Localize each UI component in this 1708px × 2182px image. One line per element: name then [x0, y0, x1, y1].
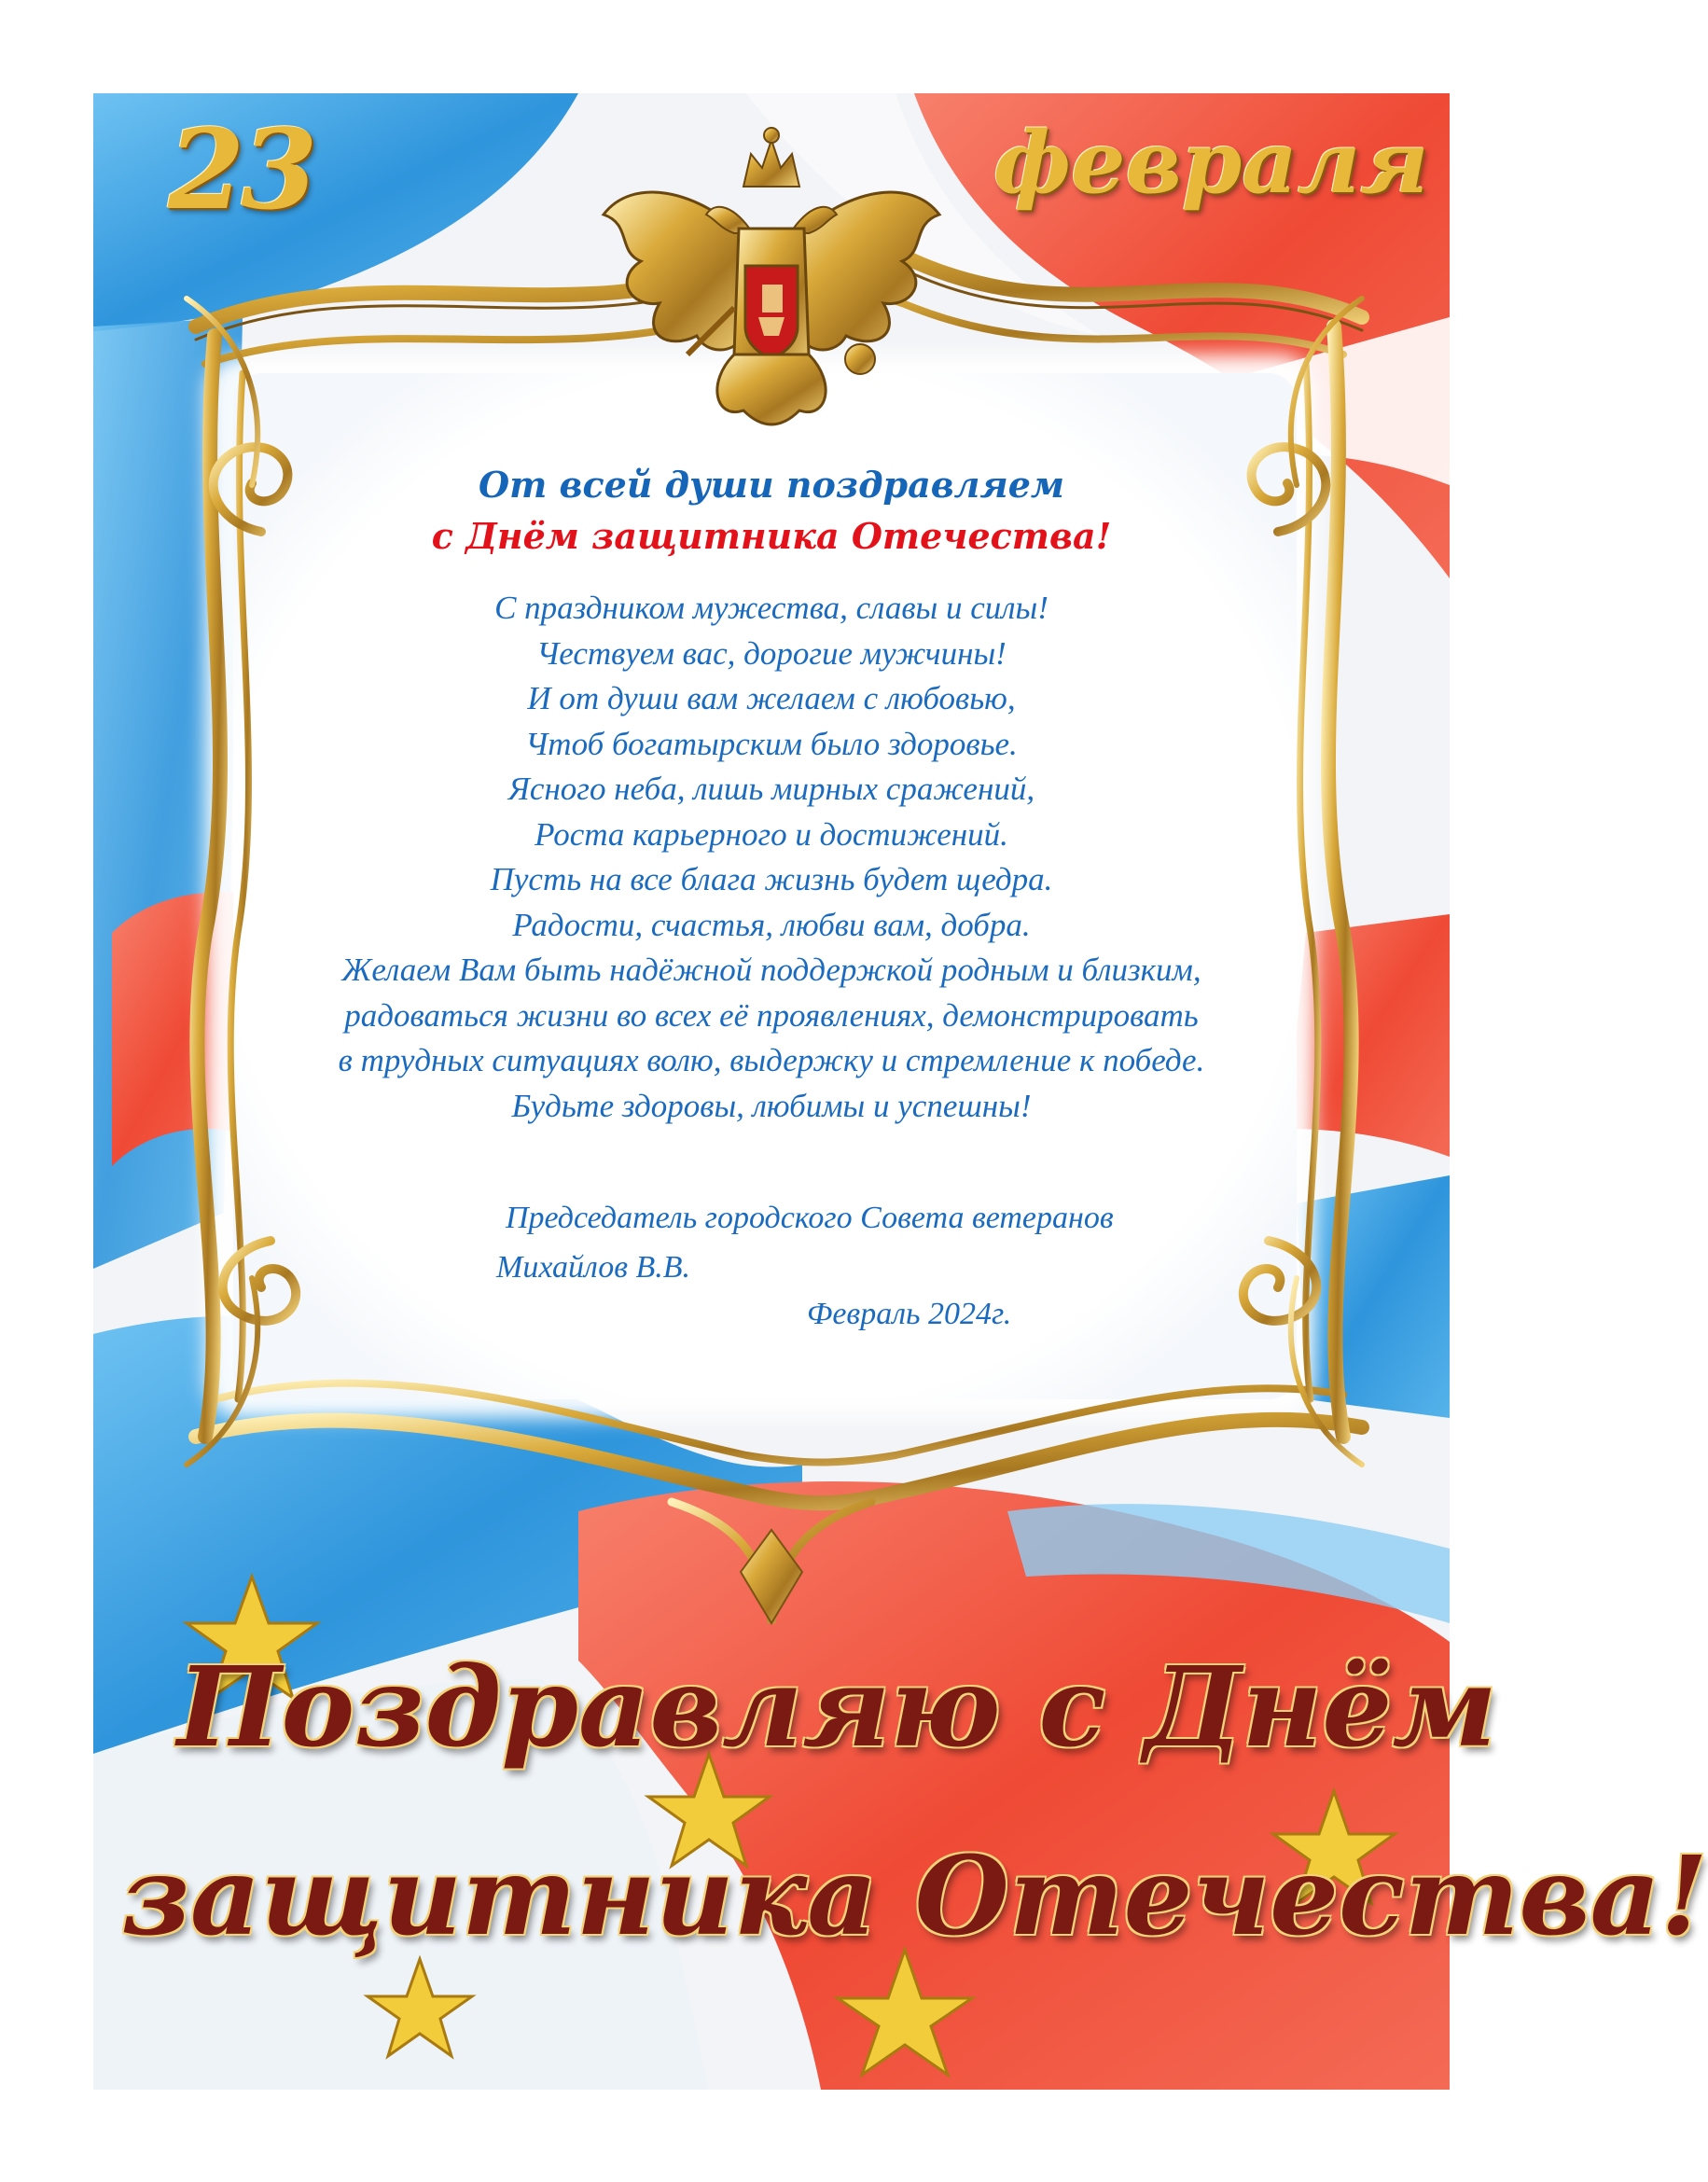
- poem-line: Чествуем вас, дорогие мужчины!: [536, 634, 1007, 672]
- poem-line: Желаем Вам быть надёжной поддержкой родным и близким,: [341, 952, 1201, 988]
- greeting-card: [93, 93, 1708, 2090]
- signature-name: Михайлов В.В.: [496, 1250, 691, 1285]
- signature-date: Февраль 2024г.: [807, 1297, 1012, 1331]
- poem-line: С праздником мужества, славы и силы!: [494, 590, 1048, 626]
- poem-text: [93, 586, 1450, 1129]
- date-month: февраля: [993, 112, 1429, 213]
- banner-line-2: защитника Отечества!: [121, 1833, 1708, 1960]
- poem-line: Пусть на все блага жизнь будет щедра.: [490, 861, 1053, 897]
- date-number: 23: [168, 104, 314, 234]
- poem-line: радоваться жизни во всех её проявлениях, демонстрировать: [344, 996, 1199, 1034]
- signature-position: Председатель городского Совета ветеранов: [506, 1201, 1114, 1235]
- poem-line: Роста карьерного и достижений.: [535, 815, 1008, 853]
- poem-line: в трудных ситуациях волю, выдержку и стремление к победе.: [338, 1042, 1205, 1078]
- poem-line: Радости, счастья, любви вам, добра.: [512, 906, 1031, 943]
- greeting-line-2: с Днём защитника Отечества!: [431, 515, 1112, 557]
- greeting-line-1: От всей души поздравляем: [478, 464, 1065, 506]
- poem-line: Чтоб богатырским было здоровье.: [525, 725, 1018, 762]
- star-icon: [368, 1959, 472, 2056]
- star-icon: [838, 1950, 972, 2075]
- poem-line: Ясного неба, лишь мирных сражений,: [507, 771, 1035, 807]
- poem-line: И от души вам желаем с любовью,: [527, 680, 1016, 716]
- banner-line-1: Поздравляю с Днём: [177, 1642, 1497, 1772]
- poem-line: Будьте здоровы, любимы и успешны!: [511, 1087, 1032, 1124]
